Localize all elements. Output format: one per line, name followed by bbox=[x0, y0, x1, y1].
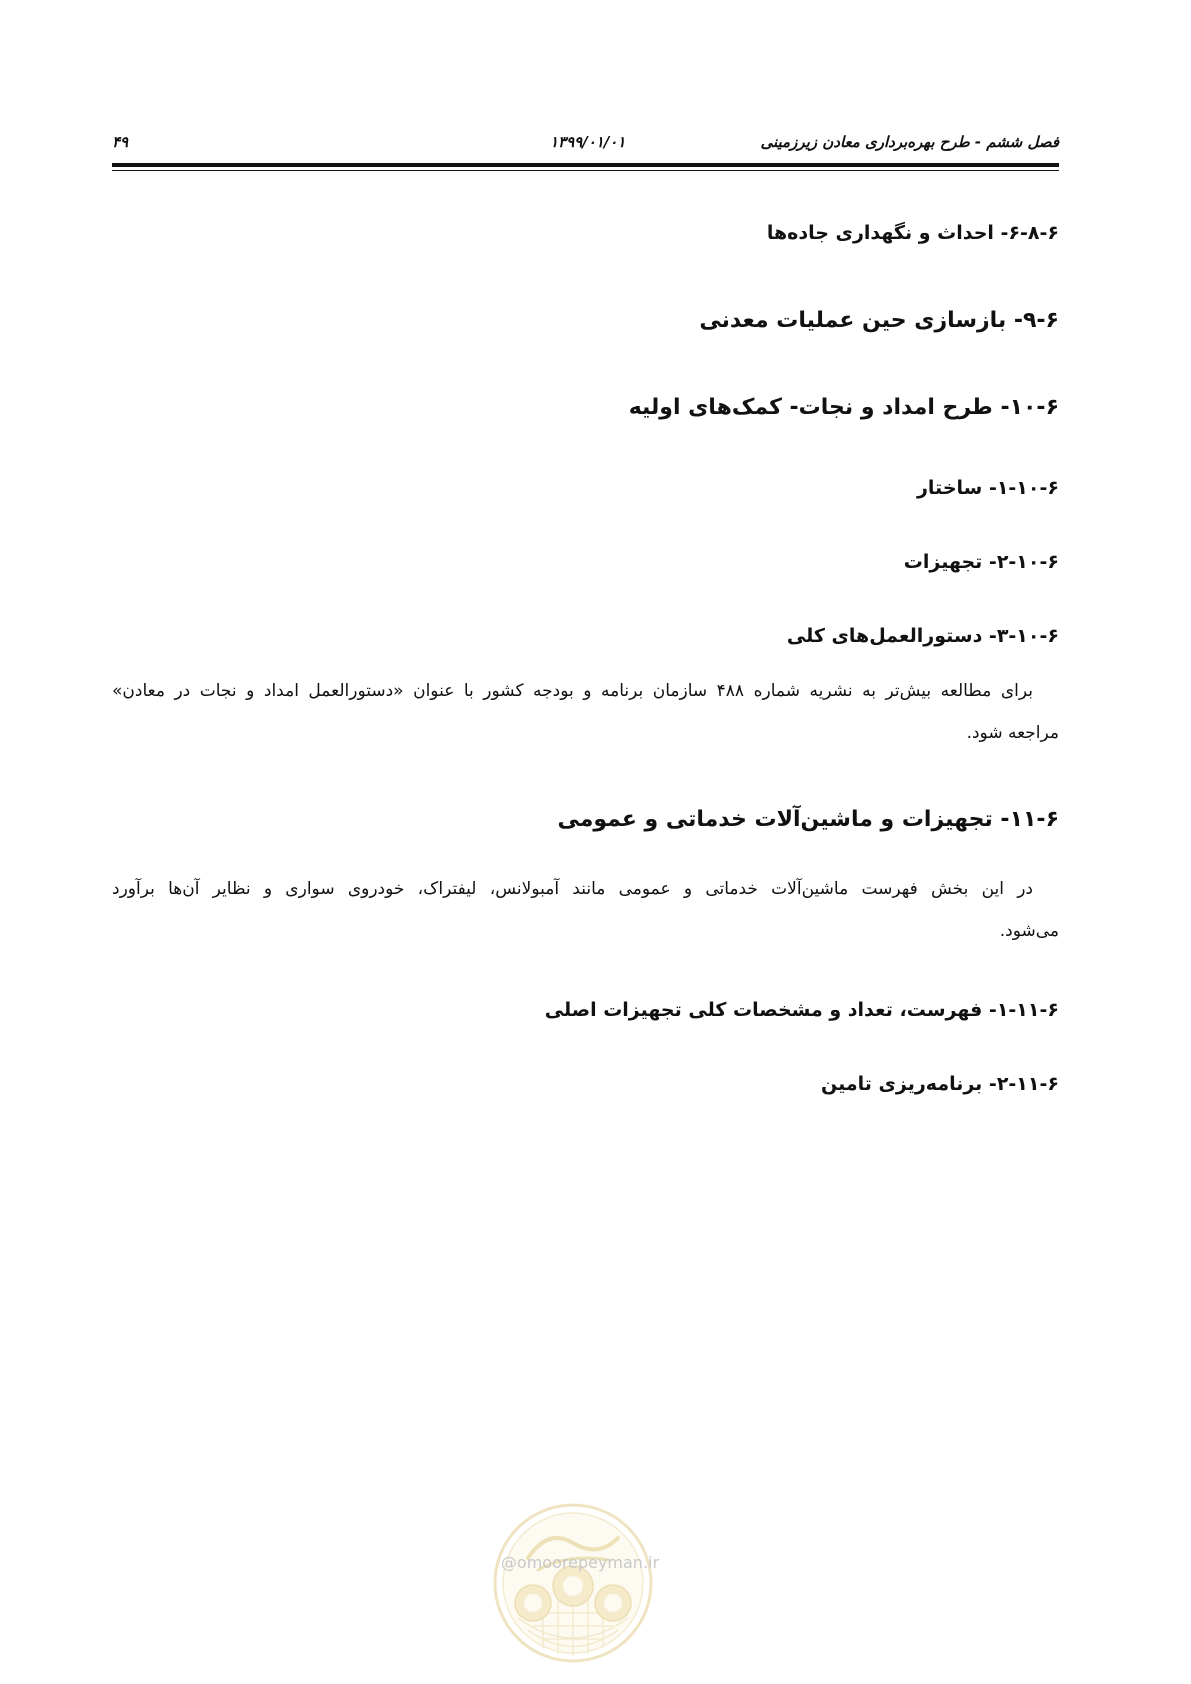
header-rule-thick bbox=[112, 163, 1059, 167]
heading-6-10-3: ۳-۱۰-۶- دستورالعمل‌های کلی bbox=[786, 625, 1059, 647]
header-rule-thin bbox=[112, 170, 1059, 171]
paragraph-guideline-reference bbox=[112, 670, 1059, 754]
paragraph-service-equipment bbox=[112, 868, 1059, 952]
heading-6-8-6: ۶-۸-۶- احداث و نگهداری جاده‌ها bbox=[766, 222, 1059, 244]
heading-6-9: ۹-۶- بازسازی حین عملیات معدنی bbox=[699, 308, 1059, 333]
heading-6-10-2: ۲-۱۰-۶- تجهیزات bbox=[903, 551, 1059, 573]
heading-6-11-2: ۲-۱۱-۶- برنامه‌ریزی تامین bbox=[821, 1073, 1059, 1095]
page-number: ۴۹ bbox=[112, 133, 129, 151]
document-date: ۱۳۹۹/۰۱/۰۱ bbox=[550, 133, 626, 151]
watermark-site-text: @omoorepeyman.ir bbox=[500, 1553, 660, 1572]
page-header bbox=[112, 130, 1059, 154]
watermark-logo-icon bbox=[488, 1498, 658, 1668]
paragraph-line: مراجعه شود. bbox=[966, 723, 1059, 743]
paragraph-line: در این بخش فهرست ماشین‌آلات خدماتی و عمومی مانند آمبولانس، لیفتراک، خودروی سواری و نظایر آن‌ها برآورد bbox=[112, 879, 1033, 899]
heading-6-11: ۱۱-۶- تجهیزات و ماشین‌آلات خدماتی و عمومی bbox=[557, 807, 1059, 832]
heading-6-11-1: ۱-۱۱-۶- فهرست، تعداد و مشخصات کلی تجهیزات اصلی bbox=[544, 999, 1059, 1021]
heading-6-10-1: ۱-۱۰-۶- ساختار bbox=[916, 477, 1059, 499]
paragraph-line: برای مطالعه بیش‌تر به نشریه شماره ۴۸۸ سازمان برنامه و بودجه کشور با عنوان «دستورالعمل امداد و نجات در معادن» bbox=[112, 681, 1034, 701]
chapter-title: فصل ششم - طرح بهره‌برداری معادن زیرزمینی bbox=[760, 133, 1059, 151]
heading-6-10: ۱۰-۶- طرح امداد و نجات- کمک‌های اولیه bbox=[628, 395, 1059, 420]
paragraph-line: می‌شود. bbox=[999, 921, 1059, 941]
